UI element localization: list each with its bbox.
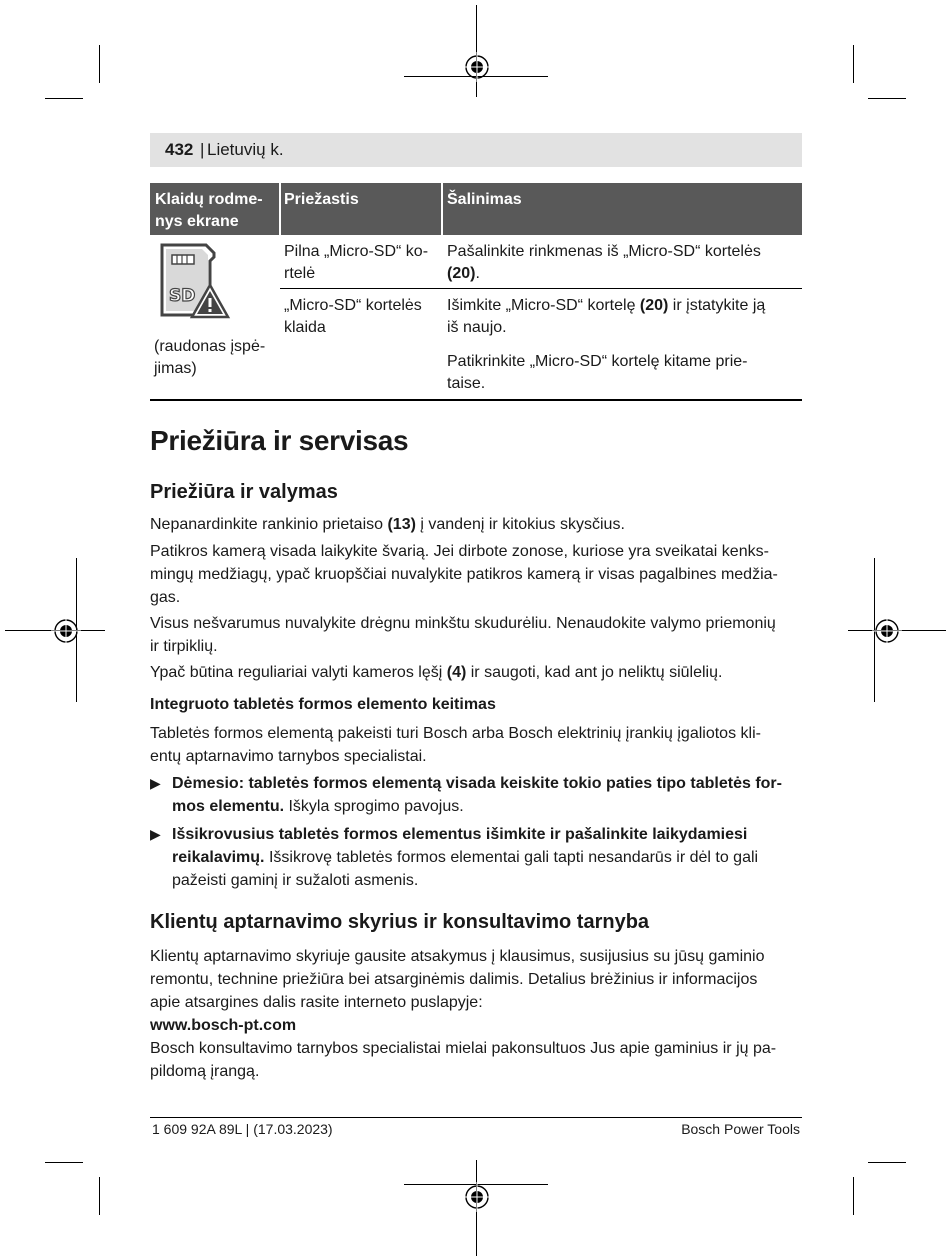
battery-paragraph: Tabletės formos elementą pakeisti turi Bosch arba Bosch elektrinių įrankių įgaliotos kli- entų aptarnavimo tarnybos specialistai. bbox=[150, 725, 761, 765]
care-paragraph: Visus nešvarumus nuvalykite drėgnu minkštu skudurėliu. Nenaudokite valymo priemonių ir tirpiklių. bbox=[150, 615, 776, 655]
cause-cell: Pilna „Micro-SD“ ko- rtelė bbox=[284, 243, 429, 282]
crop-mark bbox=[868, 1162, 906, 1163]
header-separator: | bbox=[200, 140, 205, 159]
section-title: Priežiūra ir servisas bbox=[150, 425, 409, 456]
bullet-arrow-icon: ▶ bbox=[150, 826, 161, 842]
registration-target-icon bbox=[872, 616, 902, 646]
service-heading: Klientų aptarnavimo skyrius ir konsultavimo tarnyba bbox=[150, 911, 650, 933]
crop-mark bbox=[45, 98, 83, 99]
paragraph-text: ir saugoti, kad ant jo neliktų siūlelių. bbox=[466, 664, 723, 681]
warning-text: Iškyla sprogimo pavojus. bbox=[284, 798, 464, 815]
crop-mark bbox=[868, 98, 906, 99]
paragraph-text: Nepanardinkite rankinio prietaiso bbox=[150, 516, 388, 533]
registration-target-icon bbox=[51, 616, 81, 646]
remedy-text: ir įstatykite ją iš naujo. bbox=[447, 297, 766, 336]
row-divider bbox=[280, 288, 802, 289]
remedy-cell bbox=[447, 241, 801, 285]
paragraph-text: į vandenį ir kitokius skysčius. bbox=[415, 516, 625, 533]
column-divider bbox=[279, 183, 281, 235]
footer-brand: Bosch Power Tools bbox=[681, 1121, 800, 1137]
remedy-text: Pašalinkite rinkmenas iš „Micro-SD“ kortelės bbox=[447, 243, 761, 260]
table-bottom-rule bbox=[150, 399, 802, 401]
care-heading: Priežiūra ir valymas bbox=[150, 481, 338, 503]
care-paragraph: Patikros kamerą visada laikykite švarią. Jei dirbote zonose, kuriose yra sveikatai kenks- mingų medžiagų, ypač kruopščiai nuvalykite patikros kamerą ir visas pagalbines medžia- gas. bbox=[150, 543, 778, 606]
crop-mark bbox=[99, 45, 100, 83]
column-header-display: Klaidų rodme- nys ekrane bbox=[155, 191, 263, 230]
service-url[interactable]: www.bosch-pt.com bbox=[150, 1017, 297, 1034]
column-header-remedy: Šalinimas bbox=[447, 191, 522, 208]
paragraph-text: Ypač būtina reguliariai valyti kameros lęšį bbox=[150, 664, 447, 681]
battery-heading: Integruoto tabletės formos elemento keitimas bbox=[150, 696, 496, 713]
page-number: 432 bbox=[165, 140, 194, 159]
crop-mark bbox=[853, 1177, 854, 1215]
header-language: Lietuvių k. bbox=[207, 140, 284, 159]
warning-text: Išsikrovę tabletės formos elementai gali tapti nesandarūs ir dėl to gali pažeisti gaminį ir sužaloti asmenis. bbox=[172, 849, 759, 889]
column-header-cause: Priežastis bbox=[284, 191, 359, 208]
reference-number: (4) bbox=[446, 664, 467, 681]
bullet-arrow-icon: ▶ bbox=[150, 775, 161, 791]
cause-cell: „Micro-SD“ kortelės klaida bbox=[284, 297, 422, 336]
footer-doc-id: 1 609 92A 89L | (17.03.2023) bbox=[152, 1121, 333, 1137]
svg-text:SD: SD bbox=[169, 286, 196, 306]
care-paragraph bbox=[150, 661, 805, 684]
registration-target-icon bbox=[462, 52, 492, 82]
crop-mark bbox=[853, 45, 854, 83]
crop-mark bbox=[99, 1177, 100, 1215]
page-header bbox=[150, 133, 802, 167]
registration-target-icon bbox=[462, 1182, 492, 1212]
crop-mark bbox=[476, 5, 477, 97]
warning-text: Dėmesio: tabletės formos elementą visada keiskite tokio paties tipo tabletės for- mos elementu. bbox=[172, 775, 782, 815]
footer-rule bbox=[150, 1117, 802, 1118]
symbol-note: (raudonas įspė- jimas) bbox=[154, 338, 266, 377]
sd-card-warning-icon bbox=[156, 243, 232, 323]
reference-number: (13) bbox=[387, 516, 416, 533]
table-header bbox=[150, 183, 802, 235]
remedy-cell bbox=[447, 295, 801, 339]
reference-number: (20) bbox=[447, 265, 476, 282]
care-paragraph bbox=[150, 513, 805, 536]
remedy-text: Išimkite „Micro-SD“ kortelę bbox=[447, 297, 640, 314]
remedy-cell: Patikrinkite „Micro-SD“ kortelę kitame prie- taise. bbox=[447, 353, 748, 392]
reference-number: (20) bbox=[639, 297, 669, 314]
warning-text: Išsikrovusius tabletės formos elementus išimkite ir pašalinkite laikydamiesi reikalavimų. bbox=[172, 826, 748, 866]
service-paragraph: Klientų aptarnavimo skyriuje gausite atsakymus į klausimus, susijusius su jūsų gaminio remontu, technine priežiūra bei atsarginėmis dalimis. Detalius brėžinius ir informacijos apie atsargines dalis rasite interneto puslapyje: bbox=[150, 948, 765, 1011]
column-divider bbox=[441, 183, 443, 235]
crop-mark bbox=[45, 1162, 83, 1163]
service-paragraph: Bosch konsultavimo tarnybos specialistai mielai pakonsultuos Jus apie gaminius ir jų pa- pildomą įrangą. bbox=[150, 1040, 777, 1080]
remedy-text: . bbox=[475, 265, 480, 282]
